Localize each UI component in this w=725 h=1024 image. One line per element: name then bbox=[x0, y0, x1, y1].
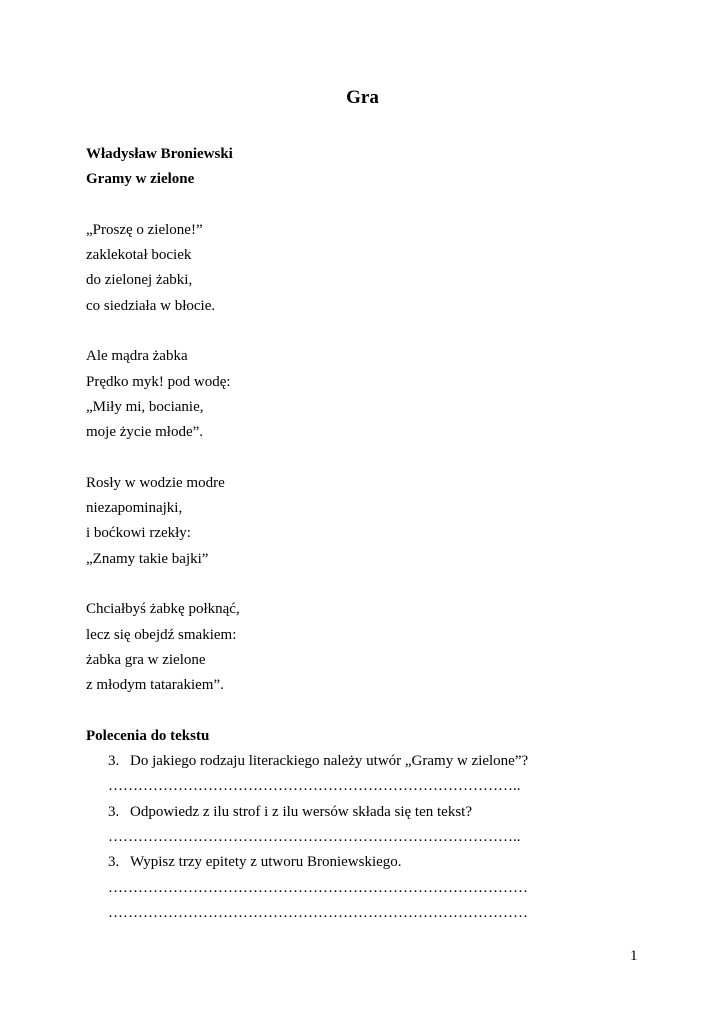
task-number: 3. bbox=[108, 753, 120, 770]
verse-line: „Proszę o zielone!” bbox=[86, 221, 203, 238]
verse-line: Rosły w wodzie modre bbox=[86, 474, 225, 491]
verse-line: moje życie młode”. bbox=[86, 424, 204, 441]
page-number: 1 bbox=[630, 948, 638, 964]
verse-line: Prędko myk! pod wodę: bbox=[86, 373, 231, 390]
task-item bbox=[108, 749, 646, 774]
verse-line: do zielonej żabki, bbox=[86, 272, 193, 289]
task-text: Wypisz trzy epitety z utworu Broniewskiego. bbox=[130, 854, 402, 871]
document-body bbox=[86, 142, 646, 926]
task-text: Do jakiego rodzaju literackiego należy utwór „Gramy w zielone”? bbox=[130, 753, 529, 770]
poem-title: Gramy w zielone bbox=[86, 171, 195, 188]
task-item bbox=[108, 850, 646, 875]
answer-line[interactable]: ……………………………………………………………………….. bbox=[108, 829, 521, 846]
answer-line[interactable]: ……………………………………………………………………….. bbox=[108, 778, 521, 795]
verse-line: Ale mądra żabka bbox=[86, 348, 188, 365]
spacer bbox=[86, 572, 646, 597]
verse-line: Chciałbyś żabkę połknąć, bbox=[86, 601, 240, 618]
verse-line: lecz się obejdź smakiem: bbox=[86, 626, 237, 643]
verse-line: z młodym tatarakiem”. bbox=[86, 677, 224, 694]
verse-line: zaklekotał bociek bbox=[86, 247, 192, 264]
verse-line: i boćkowi rzekły: bbox=[86, 525, 191, 542]
spacer bbox=[86, 193, 646, 218]
verse-line: „Znamy takie bajki” bbox=[86, 550, 209, 567]
verse-line: niezapominajki, bbox=[86, 500, 183, 517]
stanza-4 bbox=[86, 597, 646, 698]
task-list bbox=[86, 749, 646, 926]
spacer bbox=[86, 319, 646, 344]
verse-line: co siedziała w błocie. bbox=[86, 297, 216, 314]
verse-line: „Miły mi, bocianie, bbox=[86, 398, 204, 415]
author-name: Władysław Broniewski bbox=[86, 146, 233, 162]
task-text: Odpowiedz z ilu strof i z ilu wersów składa się ten tekst? bbox=[130, 803, 472, 820]
stanza-1 bbox=[86, 218, 646, 319]
stanza-3 bbox=[86, 471, 646, 572]
task-item bbox=[108, 800, 646, 825]
answer-line[interactable]: ………………………………………………………………………… bbox=[108, 904, 528, 921]
task-number: 3. bbox=[108, 854, 120, 871]
spacer bbox=[86, 446, 646, 471]
verse-line: żabka gra w zielone bbox=[86, 651, 206, 668]
task-number: 3. bbox=[108, 803, 120, 820]
answer-line[interactable]: ………………………………………………………………………… bbox=[108, 879, 528, 896]
tasks-heading: Polecenia do tekstu bbox=[86, 727, 210, 744]
stanza-2 bbox=[86, 344, 646, 445]
spacer bbox=[86, 699, 646, 724]
page-title: Gra bbox=[346, 87, 379, 108]
